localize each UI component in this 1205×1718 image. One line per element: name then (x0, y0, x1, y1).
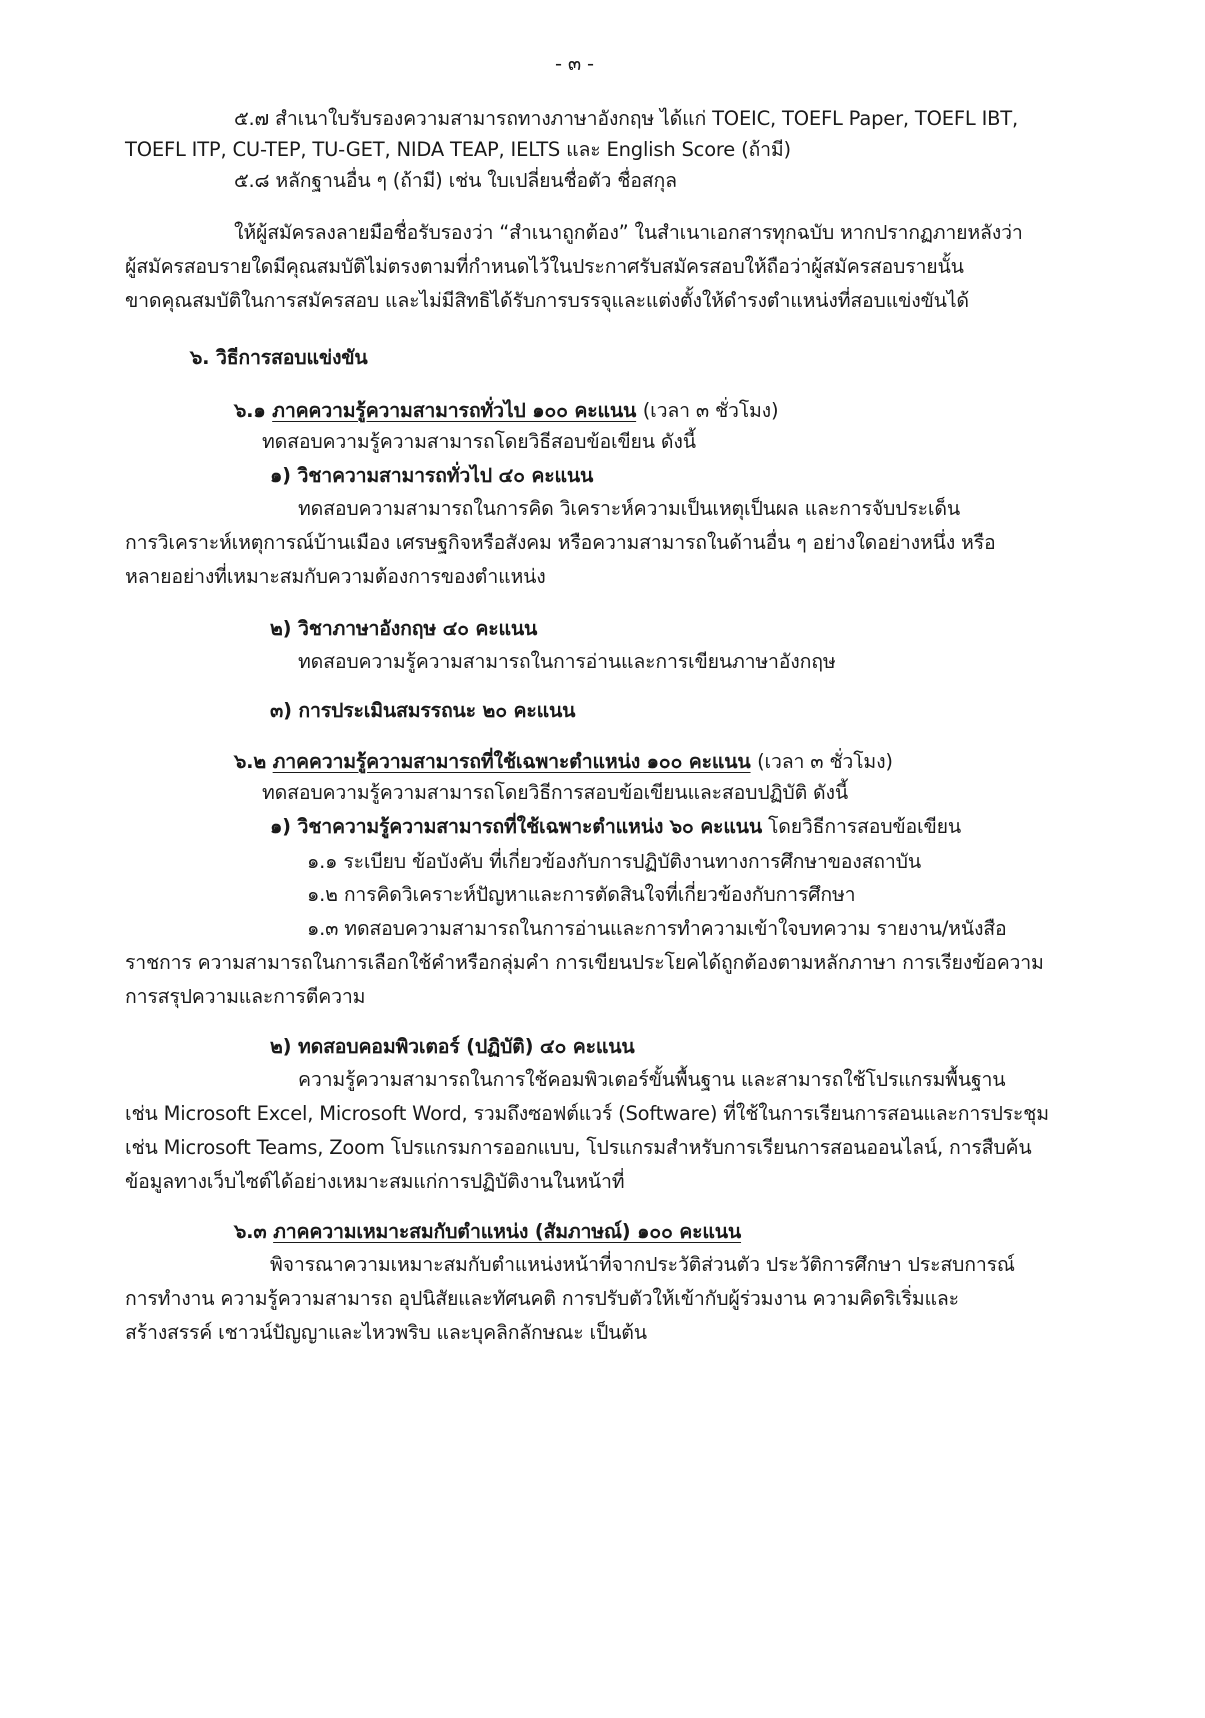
section-6-1-description: ทดสอบความรู้ความสามารถโดยวิธีสอบข้อเขียน ดังนี้ (262, 430, 696, 453)
section-6-2-title: ภาคความรู้ความสามารถที่ใช้เฉพาะตำแหน่ง ๑๐๐ คะแนน (272, 750, 751, 773)
section-6-1-heading (234, 397, 778, 425)
page-number: - ๓ - (555, 52, 594, 75)
section-6-1-title: ภาคความรู้ความสามารถทั่วไป ๑๐๐ คะแนน (272, 399, 637, 422)
section-6-2-1-heading (270, 813, 961, 841)
section-6-1-3-heading: ๓) การประเมินสมรรถนะ ๒๐ คะแนน (270, 699, 576, 722)
certify-paragraph-line2: ผู้สมัครสอบรายใดมีคุณสมบัติไม่ตรงตามที่กำหนดไว้ในประกาศรับสมัครสอบให้ถือว่าผู้สมัครสอบรายนั้น (125, 255, 964, 278)
item-5-8: ๕.๘ หลักฐานอื่น ๆ (ถ้ามี) เช่น ใบเปลี่ยนชื่อตัว ชื่อสกุล (234, 169, 677, 192)
section-6-2-2-line3: เช่น Microsoft Teams, Zoom โปรแกรมการออกแบบ, โปรแกรมสำหรับการเรียนการสอนออนไลน์, การสืบค้น (125, 1136, 1032, 1159)
section-6-1-number: ๖.๑ (234, 399, 266, 422)
section-6-3-line2: การทำงาน ความรู้ความสามารถ อุปนิสัยและทัศนคติ การปรับตัวให้เข้ากับผู้ร่วมงาน ความคิดริเริ่มและ (125, 1287, 959, 1310)
section-6-3-line3: สร้างสรรค์ เชาวน์ปัญญาและไหวพริบ และบุคลิกลักษณะ เป็นต้น (125, 1321, 647, 1344)
section-6-1-2-description: ทดสอบความรู้ความสามารถในการอ่านและการเขียนภาษาอังกฤษ (298, 650, 836, 673)
section-6-3-line1: พิจารณาความเหมาะสมกับตำแหน่งหน้าที่จากประวัติส่วนตัว ประวัติการศึกษา ประสบการณ์ (270, 1253, 1015, 1276)
section-6-2-1-title: ๑) วิชาความรู้ความสามารถที่ใช้เฉพาะตำแหน่ง ๖๐ คะแนน (270, 815, 762, 838)
section-6-2-description: ทดสอบความรู้ความสามารถโดยวิธีการสอบข้อเขียนและสอบปฏิบัติ ดังนี้ (262, 781, 848, 804)
section-6-2-1-item-3-line3: การสรุปความและการตีความ (125, 985, 366, 1008)
section-6-3-heading (234, 1218, 741, 1246)
section-6-1-2-heading: ๒) วิชาภาษาอังกฤษ ๔๐ คะแนน (270, 617, 538, 640)
section-6-2-2-line1: ความรู้ความสามารถในการใช้คอมพิวเตอร์ขั้นพื้นฐาน และสามารถใช้โปรแกรมพื้นฐาน (298, 1068, 1006, 1091)
item-5-7-line1: ๕.๗ สำเนาใบรับรองความสามารถทางภาษาอังกฤษ ได้แก่ TOEIC, TOEFL Paper, TOEFL IBT, (234, 107, 1019, 130)
item-5-7-line2: TOEFL ITP, CU-TEP, TU-GET, NIDA TEAP, IELTS และ English Score (ถ้ามี) (125, 138, 791, 161)
section-6-heading: ๖. วิธีการสอบแข่งขัน (190, 346, 368, 369)
section-6-2-1-item-2: ๑.๒ การคิดวิเคราะห์ปัญหาและการตัดสินใจที่เกี่ยวข้องกับการศึกษา (307, 883, 856, 906)
section-6-2-1-item-1: ๑.๑ ระเบียบ ข้อบังคับ ที่เกี่ยวข้องกับการปฏิบัติงานทางการศึกษาของสถาบัน (307, 850, 921, 873)
section-6-1-1-line1: ทดสอบความสามารถในการคิด วิเคราะห์ความเป็นเหตุเป็นผล และการจับประเด็น (298, 497, 960, 520)
section-6-1-1-line3: หลายอย่างที่เหมาะสมกับความต้องการของตำแหน่ง (125, 565, 546, 588)
section-6-2-2-heading: ๒) ทดสอบคอมพิวเตอร์ (ปฏิบัติ) ๔๐ คะแนน (270, 1035, 635, 1058)
section-6-2-number: ๖.๒ (234, 750, 267, 773)
section-6-2-time: (เวลา ๓ ชั่วโมง) (757, 750, 893, 773)
section-6-2-2-line4: ข้อมูลทางเว็บไซต์ได้อย่างเหมาะสมแก่การปฏิบัติงานในหน้าที่ (125, 1170, 625, 1193)
section-6-2-1-item-3-line1: ๑.๓ ทดสอบความสามารถในการอ่านและการทำความเข้าใจบทความ รายงาน/หนังสือ (307, 917, 1007, 940)
section-6-3-title: ภาคความเหมาะสมกับตำแหน่ง (สัมภาษณ์) ๑๐๐ คะแนน (273, 1220, 742, 1243)
certify-paragraph-line3: ขาดคุณสมบัติในการสมัครสอบ และไม่มีสิทธิได้รับการบรรจุและแต่งตั้งให้ดำรงตำแหน่งที่สอบแข่งขันได้ (125, 289, 969, 312)
section-6-1-1-line2: การวิเคราะห์เหตุการณ์บ้านเมือง เศรษฐกิจหรือสังคม หรือความสามารถในด้านอื่น ๆ อย่างใดอย่างหนึ่ง หรือ (125, 531, 996, 554)
certify-paragraph-line1: ให้ผู้สมัครลงลายมือชื่อรับรองว่า “สำเนาถูกต้อง” ในสำเนาเอกสารทุกฉบับ หากปรากฏภายหลังว่า (234, 221, 1023, 244)
section-6-1-time: (เวลา ๓ ชั่วโมง) (642, 399, 779, 422)
section-6-2-heading (234, 748, 893, 776)
section-6-2-1-method: โดยวิธีการสอบข้อเขียน (767, 815, 961, 838)
section-6-3-number: ๖.๓ (234, 1220, 267, 1243)
section-6-2-1-item-3-line2: ราชการ ความสามารถในการเลือกใช้คำหรือกลุ่มคำ การเขียนประโยคได้ถูกต้องตามหลักภาษา การเรียงข้อความ (125, 951, 1044, 974)
section-6-2-2-line2: เช่น Microsoft Excel, Microsoft Word, รวมถึงซอฟต์แวร์ (Software) ที่ใช้ในการเรียนการสอนและการประชุม (125, 1102, 1049, 1125)
section-6-1-1-heading: ๑) วิชาความสามารถทั่วไป ๔๐ คะแนน (270, 464, 594, 487)
